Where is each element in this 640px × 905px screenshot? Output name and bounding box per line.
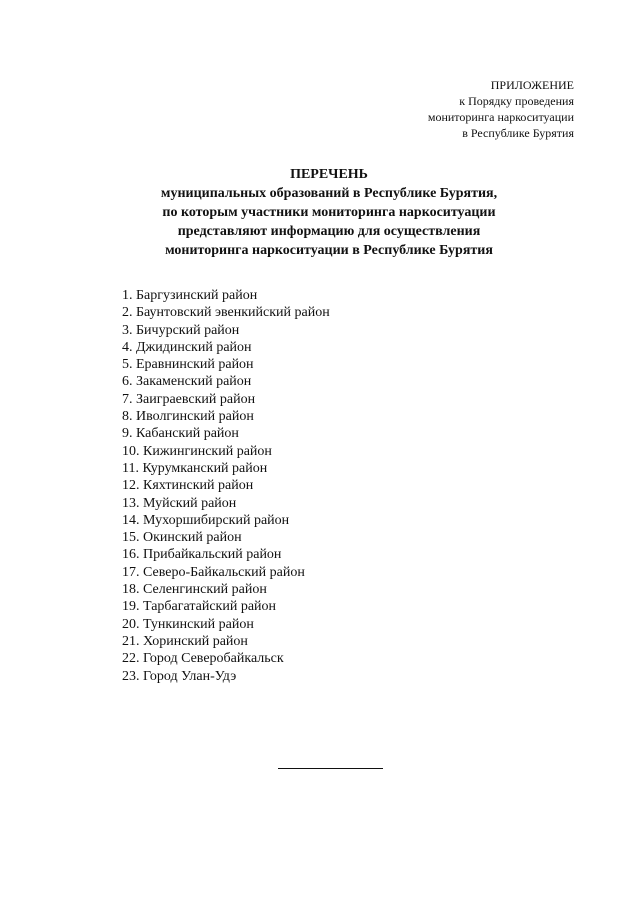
list-item: 18. Селенгинский район: [122, 582, 267, 598]
annex-reference-line: в Республике Бурятия: [462, 126, 574, 140]
list-item: 7. Заиграевский район: [122, 391, 256, 407]
municipality-list: [122, 287, 330, 685]
list-item: 2. Баунтовский эвенкийский район: [122, 305, 330, 321]
list-item: 15. Окинский район: [122, 530, 242, 546]
title-line: муниципальных образований в Республике Бурятия,: [160, 186, 498, 201]
list-item: 22. Город Северобайкальск: [122, 651, 284, 667]
list-item: 23. Город Улан-Удэ: [122, 668, 237, 684]
list-item: 8. Иволгинский район: [122, 409, 254, 425]
list-item: 10. Кижингинский район: [122, 443, 272, 459]
list-item: 11. Курумканский район: [122, 460, 268, 476]
list-item: 6. Закаменский район: [122, 374, 252, 390]
end-divider: [278, 768, 383, 769]
list-item: 9. Кабанский район: [122, 426, 239, 442]
list-item: 19. Тарбагатайский район: [122, 599, 277, 615]
title-heading: ПЕРЕЧЕНЬ: [290, 167, 368, 182]
list-item: 20. Тункинский район: [122, 616, 254, 632]
list-item: 12. Кяхтинский район: [122, 478, 254, 494]
list-item: 17. Северо-Байкальский район: [122, 564, 305, 580]
list-item: 5. Еравнинский район: [122, 357, 254, 373]
annex-header: [428, 77, 574, 141]
list-item: 13. Муйский район: [122, 495, 237, 511]
title-line: представляют информацию для осуществления: [177, 224, 481, 239]
list-item: 1. Баргузинский район: [122, 288, 258, 303]
list-item: 16. Прибайкальский район: [122, 547, 282, 563]
annex-reference-line: к Порядку проведения: [459, 94, 574, 108]
list-item: 21. Хоринский район: [122, 633, 248, 649]
list-item: 4. Джидинский район: [122, 339, 252, 355]
title-line: мониторинга наркоситуации в Республике Бурятия: [165, 243, 493, 258]
title-line: по которым участники мониторинга наркоситуации: [162, 205, 496, 220]
list-item: 14. Мухоршибирский район: [122, 512, 290, 528]
annex-reference-line: мониторинга наркоситуации: [427, 110, 574, 124]
list-item: 3. Бичурский район: [122, 322, 240, 338]
annex-label: ПРИЛОЖЕНИЕ: [490, 78, 574, 92]
document-title: [0, 165, 640, 260]
